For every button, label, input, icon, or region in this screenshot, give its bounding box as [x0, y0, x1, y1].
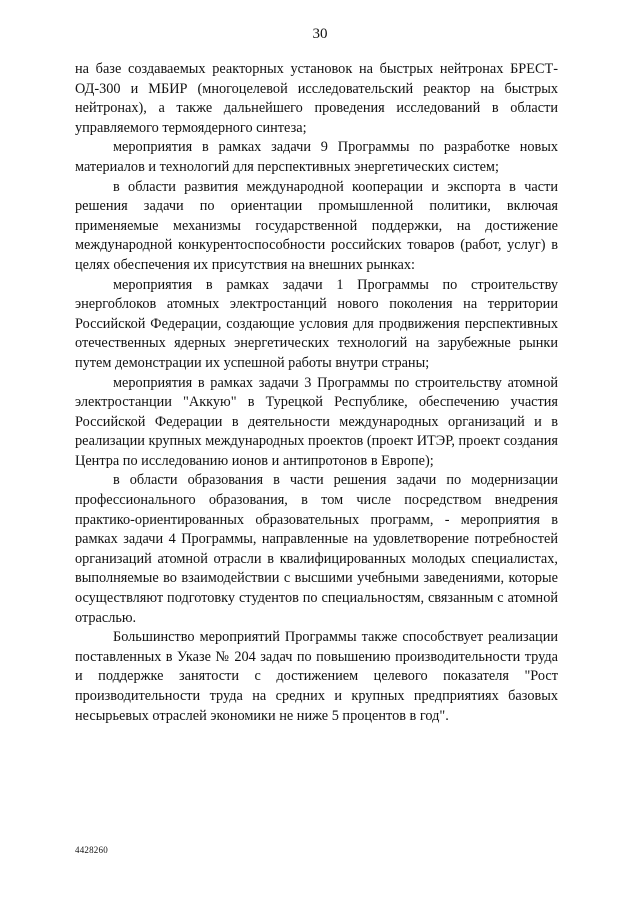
paragraph: мероприятия в рамках задачи 9 Программы по разработке новых материалов и технологий для перспективных энергетических систем; — [75, 139, 558, 175]
paragraph: мероприятия в рамках задачи 1 Программы по строительству энергоблоков атомных электростанций нового поколения на территории Российской Федерации, создающие условия для продвижения перспективных отечественных ядерных энергетических технологий на зарубежные рынки путем демонстрации их успешной работы внутри страны; — [75, 276, 558, 371]
paragraph: мероприятия в рамках задачи 3 Программы по строительству атомной электростанции "Аккую" в Турецкой Республике, обеспечению участия Российской Федерации в деятельности международных организаций и в реализации крупных международных проектов (проект ИТЭР, проект создания Центра по исследованию ионов и антипротонов в Европе); — [75, 374, 558, 469]
document-body — [75, 60, 558, 726]
page-number: 30 — [312, 26, 328, 42]
paragraph: на базе создаваемых реакторных установок на быстрых нейтронах БРЕСТ-ОД-300 и МБИР (многоцелевой исследовательский реактор на быстрых нейтронах), а также дальнейшего проведения исследований в области управляемого термоядерного синтеза; — [75, 61, 558, 136]
paragraph: в области развития международной кооперации и экспорта в части решения задачи по ориентации промышленной политики, включая применяемые механизмы государственной поддержки, на достижение международной конкурентоспособности российских товаров (работ, услуг) в целях обеспечения их присутствия на внешних рынках: — [75, 178, 558, 273]
paragraph: Большинство мероприятий Программы также способствует реализации поставленных в Указе № 204 задач по повышению производительности труда и поддержке занятости с достижением целевого показателя "Рост производительности труда на средних и крупных предприятиях базовых несырьевых отраслей экономики не ниже 5 процентов в год". — [75, 629, 558, 724]
paragraph: в области образования в части решения задачи по модернизации профессионального образования, в том числе посредством внедрения практико-ориентированных образовательных программ, - мероприятия в рамках задачи 4 Программы, направленные на удовлетворение потребностей организаций атомной отрасли в квалифицированных молодых специалистах, выполняемые во взаимодействии с высшими учебными заведениями, которые осуществляют подготовку студентов по специальностям, связанным с атомной отраслью. — [75, 472, 558, 626]
document-id: 4428260 — [75, 845, 108, 855]
